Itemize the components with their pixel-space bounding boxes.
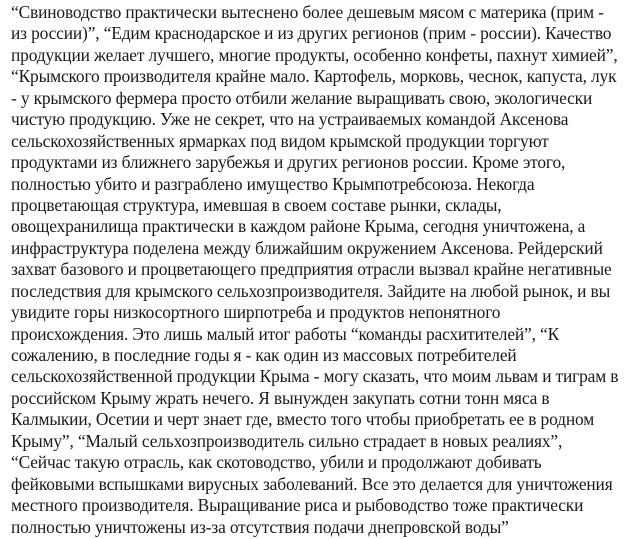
text-line: продуктами из ближнего зарубежья и других регионов россии. Кроме этого,: [11, 152, 566, 173]
text-line: полностью уничтожены из-за отсутствия подачи днепровской воды”: [11, 516, 509, 537]
text-line: Калмыкии, Осетии и черт знает где, вместо того чтобы приобретать ее в родном: [11, 409, 595, 430]
document-text-block: [11, 2, 635, 538]
text-line: процветающая структура, имевшая в своем составе рынки, склады,: [11, 194, 502, 215]
text-line: чистую продукцию. Уже не секрет, что на устраиваемых командой Аксенова: [11, 109, 569, 130]
text-line: местного производителя. Выращивание риса и рыбоводство тоже практически: [11, 495, 584, 516]
text-line: - у крымского фермера просто отбили желание выращивать свою, экологически: [11, 87, 593, 108]
text-line: происхождения. Это лишь малый итог работы “команды расхитителей”, “К: [11, 323, 560, 344]
text-line: “Сейчас такую отрасль, как скотоводство, убили и продолжают добивать: [11, 452, 542, 473]
text-line: последствия для крымского сельхозпроизводителя. Зайдите на любой рынок, и вы: [11, 280, 611, 301]
text-line: инфраструктура поделена между ближайшим окружением Аксенова. Рейдерский: [11, 237, 603, 258]
text-line: “Свиноводство практически вытеснено более дешевым мясом с материка (прим -: [11, 2, 604, 22]
text-line: полностью убито и разграблено имущество Крымпотребсоюза. Некогда: [11, 173, 535, 194]
text-line: фейковыми вспышками вирусных заболеваний. Все это делается для уничтожения: [11, 473, 613, 494]
text-line: продукции желает лучшего, многие продукты, особенно конфеты, пахнут химией”,: [11, 44, 618, 65]
text-line: сельскохозяйственных ярмарках под видом крымской продукции торгуют: [11, 130, 549, 151]
text-line: овощехранилища практически в каждом районе Крыма, сегодня уничтожена, а: [11, 216, 586, 237]
text-line: увидите горы низкосортного ширпотреба и продуктов непонятного: [11, 302, 501, 323]
text-line: сельскохозяйственной продукции Крыма - могу сказать, что моим львам и тиграм в: [11, 366, 619, 387]
text-line: сожалению, в последние годы я - как один из массовых потребителей: [11, 345, 517, 365]
text-line: Крыму”, “Малый сельхозпроизводитель сильно страдает в новых реалиях”,: [11, 430, 563, 451]
text-line: российском Крыму жрать нечего. Я вынужден закупать сотни тонн мяса в: [11, 387, 550, 408]
text-line: из россии)”, “Едим краснодарское и из других регионов (прим - россии). Качество: [11, 23, 612, 44]
text-line: “Крымского производителя крайне мало. Картофель, морковь, чеснок, капуста, лук: [11, 66, 617, 87]
text-line: захват базового и процветающего предприятия отрасли вызвал крайне негативные: [11, 259, 612, 280]
